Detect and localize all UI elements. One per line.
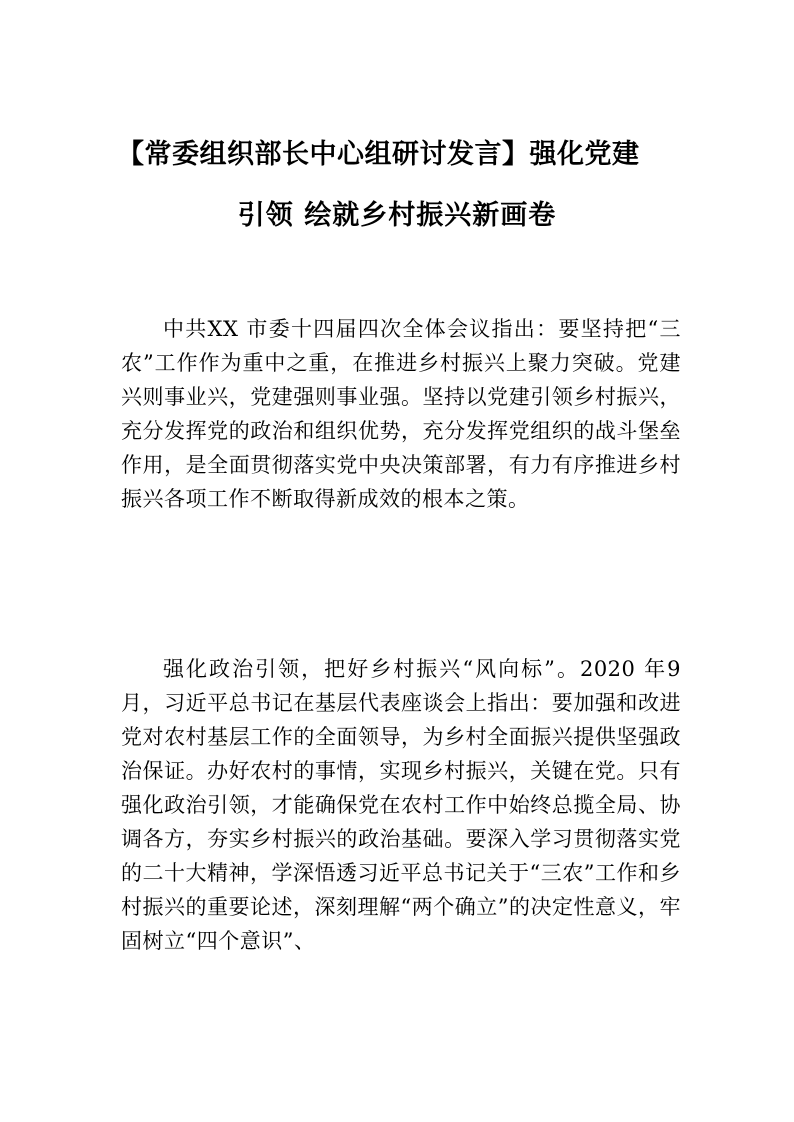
body-paragraph-2: 强化政治引领，把好乡村振兴“风向标”。2020 年9月，习近平总书记在基层代表座谈会上指出：要加强和改进党对农村基层工作的全面领导，为乡村全面振兴提供坚强政治保证。办好农村的事情，实现乡村振兴，关键在党。只有强化政治引领，才能确保党在农村工作中始终总揽全局、协调各方，夯实乡村振兴的政治基础。要深入学习贯彻落实党的二十大精神，学深悟透习近平总书记关于“三农”工作和乡村振兴的重要论述，深刻理解“两个确立”的决定性意义，牢固树立“四个意识”、 xyxy=(121,657,681,953)
body-paragraph-1: 中共XX 市委十四届四次全体会议指出：要坚持把“三农”工作作为重中之重，在推进乡村振兴上聚力突破。党建兴则事业兴，党建强则事业强。坚持以党建引领乡村振兴，充分发挥党的政治和组织优势，充分发挥党组织的战斗堡垒作用，是全面贯彻落实党中央决策部署，有力有序推进乡村振兴各项工作不断取得新成效的根本之策。 xyxy=(121,317,681,511)
document-title-line-1: 【常委组织部长中心组研讨发言】强化党建 xyxy=(117,139,640,170)
document-title-line-2: 引领 绘就乡村振兴新画卷 xyxy=(237,200,557,231)
